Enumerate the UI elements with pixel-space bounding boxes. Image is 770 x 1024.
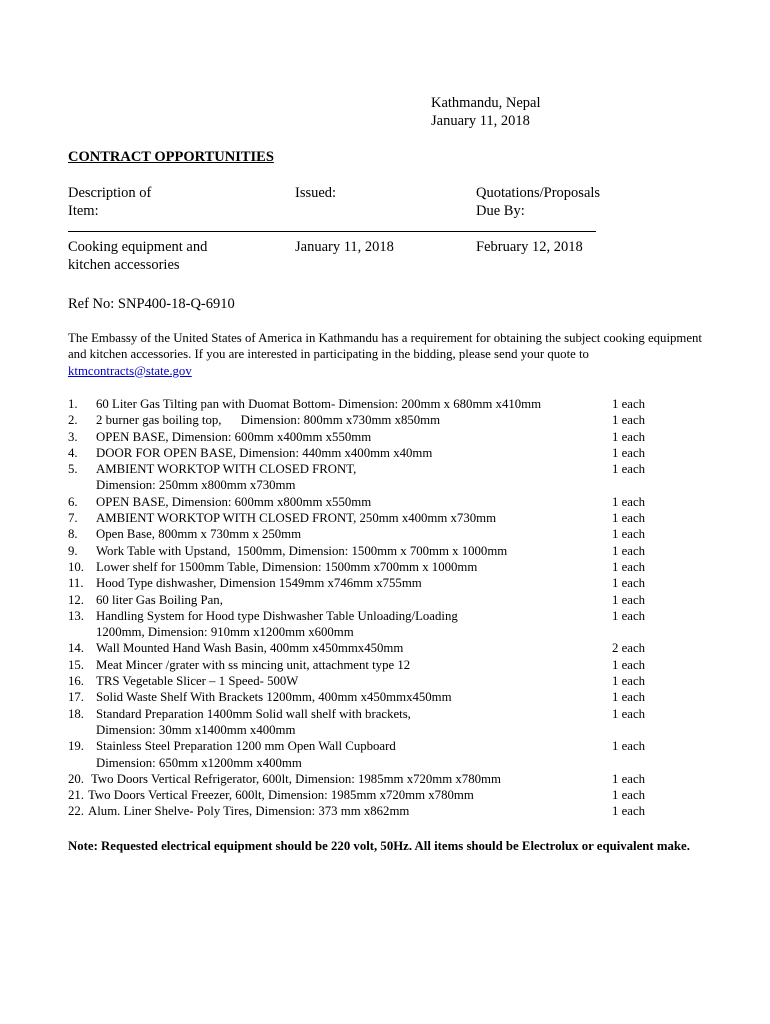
- item-quantity: 1 each: [612, 413, 646, 428]
- item-description: Alum. Liner Shelve- Poly Tires, Dimension: 373 mm x862mm: [88, 804, 410, 819]
- item-number: 15.: [68, 657, 84, 672]
- list-item: [68, 624, 708, 640]
- item-description: TRS Vegetable Slicer – 1 Speed- 500W: [96, 674, 299, 689]
- item-quantity: 1 each: [612, 804, 646, 819]
- intro-paragraph: [68, 330, 702, 379]
- item-text: 20.: [68, 771, 84, 786]
- item-quantity: 1 each: [612, 397, 646, 411]
- list-item: [68, 543, 708, 559]
- list-item: [68, 429, 708, 445]
- item-number: 19.: [68, 739, 84, 754]
- contact-email-link[interactable]: ktmcontracts@state.gov: [68, 363, 192, 378]
- note-text: Note: Requested electrical equipment should be 220 volt, 50Hz. All items should be Electrolux or equivalent make.: [68, 839, 690, 853]
- location-text: Kathmandu, Nepal: [431, 95, 541, 111]
- item-number: 17.: [68, 690, 84, 705]
- date-text: January 11, 2018: [431, 113, 530, 129]
- item-description: DOOR FOR OPEN BASE, Dimension: 440mm x400mm x40mm: [96, 445, 433, 460]
- item-quantity: 1 each: [612, 527, 646, 542]
- intro-text: The Embassy of the United States of America in Kathmandu has a requirement for obtaining the subject cooking equipment and kitchen accessories. If you are interested in participating in the bidding, please send your quote to: [68, 331, 702, 362]
- item-number: 12.: [68, 592, 84, 607]
- list-item: [68, 477, 708, 493]
- item-quantity: 1 each: [612, 690, 646, 705]
- list-item: [68, 771, 708, 787]
- list-item: [68, 559, 708, 575]
- list-item: [68, 706, 708, 722]
- list-item: [68, 575, 708, 591]
- list-item: [68, 755, 708, 771]
- item-quantity: 1 each: [612, 576, 646, 591]
- row-description-line1: Cooking equipment and: [68, 239, 208, 255]
- item-number: 16.: [68, 674, 84, 689]
- list-item: [68, 412, 708, 428]
- item-quantity: 1 each: [612, 445, 646, 460]
- item-description: 60 liter Gas Boiling Pan,: [96, 592, 223, 607]
- item-quantity: 1 each: [612, 771, 646, 786]
- list-item: [68, 396, 708, 412]
- page-title: CONTRACT OPPORTUNITIES: [68, 149, 274, 165]
- row-description: [68, 238, 207, 274]
- item-quantity: 1 each: [612, 494, 646, 509]
- item-quantity: 1 each: [612, 429, 646, 444]
- item-description: Solid Waste Shelf With Brackets 1200mm, 400mm x450mmx450mm: [96, 690, 452, 705]
- item-quantity: 1 each: [612, 674, 646, 689]
- item-description: AMBIENT WORKTOP WITH CLOSED FRONT,: [96, 462, 357, 477]
- item-number: 1.: [68, 397, 78, 411]
- item-number: 2.: [68, 413, 78, 428]
- item-description: Open Base, 800mm x 730mm x 250mm: [96, 527, 302, 542]
- col-description-line1: Description of: [68, 185, 152, 201]
- item-number: 11.: [68, 576, 84, 591]
- item-number: 18.: [68, 706, 84, 721]
- item-description: Meat Mincer /grater with ss mincing unit, attachment type 12: [96, 657, 411, 672]
- list-item: [68, 592, 708, 608]
- item-description: OPEN BASE, Dimension: 600mm x400mm x550mm: [96, 429, 372, 444]
- item-description: Wall Mounted Hand Wash Basin, 400mm x450mmx450mm: [96, 641, 404, 656]
- row-issued-date: January 11, 2018: [295, 239, 394, 255]
- list-item: [68, 787, 708, 803]
- item-quantity: 1 each: [612, 739, 646, 754]
- item-description: Work Table with Upstand, 1500mm, Dimension: 1500mm x 700mm x 1000mm: [96, 543, 508, 558]
- item-description: Stainless Steel Preparation 1200 mm Open Wall Cupboard: [96, 739, 396, 754]
- item-description: 1200mm, Dimension: 910mm x1200mm x600mm: [96, 625, 354, 640]
- col-description-label: [68, 184, 151, 220]
- list-item: [68, 673, 708, 689]
- item-quantity: 1 each: [612, 788, 646, 803]
- item-quantity: 1 each: [612, 462, 646, 477]
- item-quantity: 1 each: [612, 559, 646, 574]
- item-quantity: 1 each: [612, 706, 646, 721]
- divider: [68, 231, 596, 232]
- item-number: 8.: [68, 527, 78, 542]
- col-description-line2: Item:: [68, 203, 99, 219]
- list-item: [68, 445, 708, 461]
- item-number: 7.: [68, 511, 78, 526]
- list-item: [68, 640, 708, 656]
- list-item: [68, 803, 708, 819]
- item-description: AMBIENT WORKTOP WITH CLOSED FRONT, 250mm x400mm x730mm: [96, 511, 497, 526]
- list-item: [68, 689, 708, 705]
- list-item: [68, 494, 708, 510]
- item-description: Dimension: 30mm x1400mm x400mm: [96, 722, 296, 737]
- item-number: 13.: [68, 608, 84, 623]
- item-number: 6.: [68, 494, 78, 509]
- row-description-line2: kitchen accessories: [68, 257, 180, 273]
- item-number: 3.: [68, 429, 78, 444]
- list-item: [68, 722, 708, 738]
- col-due-line1: Quotations/Proposals: [476, 185, 601, 201]
- item-description: Dimension: 250mm x800mm x730mm: [96, 478, 296, 493]
- item-description: Dimension: 650mm x1200mm x400mm: [96, 755, 302, 770]
- item-quantity: 1 each: [612, 657, 646, 672]
- item-quantity: 1 each: [612, 543, 646, 558]
- item-description: Standard Preparation 1400mm Solid wall shelf with brackets,: [96, 706, 411, 721]
- list-item: [68, 526, 708, 542]
- items-list: [68, 396, 708, 820]
- list-item: [68, 608, 708, 624]
- item-description: Handling System for Hood type Dishwasher Table Unloading/Loading: [96, 608, 458, 623]
- item-number: 4.: [68, 445, 78, 460]
- item-number: 10.: [68, 559, 84, 574]
- item-quantity: 2 each: [612, 641, 646, 656]
- col-due-label: [476, 184, 600, 220]
- item-description: OPEN BASE, Dimension: 600mm x800mm x550mm: [96, 494, 372, 509]
- item-text: 22.: [68, 804, 84, 819]
- item-number: 5.: [68, 462, 78, 477]
- item-description: Hood Type dishwasher, Dimension 1549mm x746mm x755mm: [96, 576, 422, 591]
- item-description: 60 Liter Gas Tilting pan with Duomat Bottom- Dimension: 200mm x 680mm x410mm: [96, 397, 542, 411]
- item-text: 21.: [68, 788, 84, 803]
- item-number: 14.: [68, 641, 84, 656]
- item-description: Two Doors Vertical Refrigerator, 600lt, Dimension: 1985mm x720mm x780mm: [88, 771, 501, 786]
- list-item: [68, 510, 708, 526]
- item-quantity: 1 each: [612, 592, 646, 607]
- item-description: Lower shelf for 1500mm Table, Dimension: 1500mm x700mm x 1000mm: [96, 559, 478, 574]
- item-quantity: 1 each: [612, 608, 646, 623]
- row-due-date: February 12, 2018: [476, 239, 583, 255]
- item-description: 2 burner gas boiling top, Dimension: 800mm x730mm x850mm: [96, 413, 441, 428]
- list-item: [68, 738, 708, 754]
- col-due-line2: Due By:: [476, 203, 525, 219]
- reference-number: Ref No: SNP400-18-Q-6910: [68, 296, 235, 312]
- col-issued-label: Issued:: [295, 185, 337, 201]
- list-item: [68, 461, 708, 477]
- list-item: [68, 657, 708, 673]
- item-quantity: 1 each: [612, 511, 646, 526]
- item-number: 9.: [68, 543, 78, 558]
- item-description: Two Doors Vertical Freezer, 600lt, Dimension: 1985mm x720mm x780mm: [88, 788, 474, 803]
